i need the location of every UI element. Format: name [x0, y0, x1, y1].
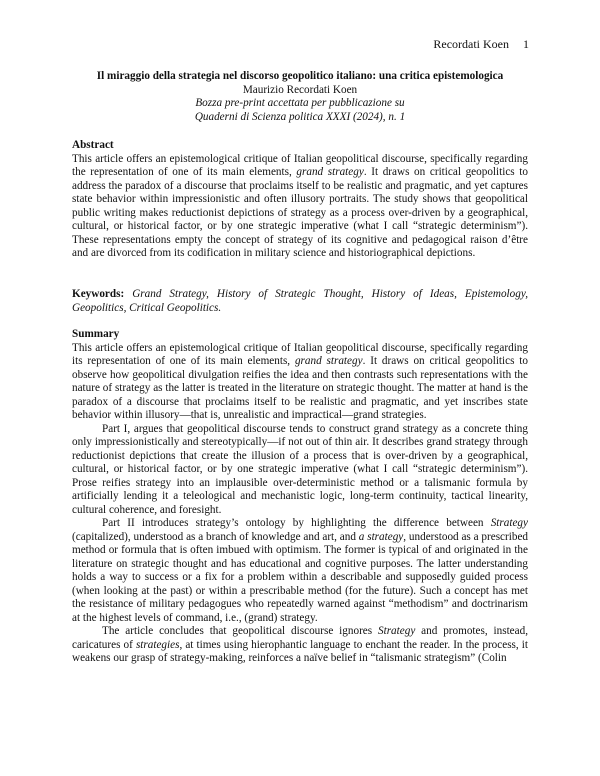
paper-author: Maurizio Recordati Koen: [242, 83, 358, 96]
keywords-list: Grand Strategy, History of Strategic Thought, History of Ideas, Epistemology, Geopolitics, Critical Geopolitics.: [72, 288, 528, 314]
title-block: [72, 70, 528, 124]
keywords-line: [72, 288, 528, 315]
summary-emphasis: grand strategy: [294, 355, 363, 367]
summary-text-part: (capitalized), understood as a branch of knowledge and art, and: [72, 530, 359, 543]
page-number: 1: [523, 37, 529, 51]
summary-text-part: The article concludes that geopolitical discourse ignores: [102, 625, 378, 637]
publication-note-line-1: Bozza pre-print accettata per pubblicazione su: [195, 97, 405, 109]
summary-paragraph-3: [72, 517, 528, 625]
abstract-text-part: This article offers an epistemological critique of Italian geopolitical discourse, specifically regarding the representation of one of its main elements,: [72, 152, 528, 178]
running-header-author: Recordati Koen: [433, 37, 509, 51]
summary-paragraph-4: [72, 625, 528, 666]
keywords-section: [72, 288, 528, 315]
abstract-emphasis: grand strategy: [296, 166, 364, 178]
summary-text-part: . It draws on critical geopolitics to observe how geopolitical divulgation reifies the idea and then contrasts such representations with the nature of strategy as the latter is treated in the literature on strategic thought. The matter at hand is the paradox of a discourse that proclaims itself to be realistic and pragmatic, and yet inscribes state behavior within illusory—that is, unrealistic and impractical—grand strategies.: [72, 355, 529, 421]
summary-emphasis: strategies: [135, 638, 180, 651]
running-header: [433, 37, 529, 51]
abstract-heading: Abstract: [72, 139, 114, 151]
summary-text-part: Part II introduces strategy’s ontology by highlighting the difference between: [102, 517, 491, 529]
summary-text-part: , at times using hierophantic language to enchant the reader. In the process, it weakens our grasp of strategy-making, reinforces a naïve belief in “talismanic strategism” (Colin: [72, 638, 528, 664]
summary-section: [72, 328, 528, 666]
summary-emphasis: Strategy: [490, 517, 528, 529]
summary-text-part: This article offers an epistemological critique of Italian geopolitical discourse, specifically regarding its representation of one of its main elements,: [72, 341, 528, 367]
abstract-section: [72, 139, 528, 261]
summary-emphasis: a strategy: [358, 530, 404, 543]
publication-note-line-2: Quaderni di Scienza politica XXXI (2024), n. 1: [194, 110, 406, 123]
summary-emphasis: Strategy: [378, 625, 416, 637]
abstract-text: [72, 153, 528, 261]
summary-paragraph-2: Part I, argues that geopolitical discourse tends to construct grand strategy as a concrete thing only impressionistically and stereotypically—if not out of thin air. It describes grand strategy through reductionist depictions that create the illusion of a process that is over-driven by a geographical, cultural, or historical factor, or by one strategic imperative (what I call “strategic determinism”). Prose reifies strategy into an implausible over-deterministic method or a talismanic formula by artificially lending it a teleological and mechanistic logic, long-term continuity, tactical linearity, cultural coherence, and foresight.: [72, 422, 528, 516]
summary-text-part: , understood as a prescribed method or formula that is often imbued with optimism. The former is typical of and originated in the literature on strategic thought and has educational and cognitive purposes. The latter understanding holds a way to success or a fix for a problem within a describable and supposedly guided process (when looking at the past) or within a prescribable method (for the future). Such a concept has met the resistance of military pedagogues who repeatedly warned against “methodism” and doctrinarism at the highest levels of command, i.e., (grand) strategy.: [72, 530, 529, 624]
summary-text-part: and promotes, instead, caricatures of: [72, 625, 528, 651]
keywords-label: Keywords:: [72, 288, 125, 300]
paper-title: Il miraggio della strategia nel discorso geopolitico italiano: una critica epistemologica: [96, 70, 504, 82]
summary-heading: Summary: [72, 328, 120, 340]
abstract-text-part: . It draws on critical geopolitics to address the paradox of a discourse that proclaims itself to be realistic and pragmatic, and yet captures state behavior within impressionistic and often illusory portraits. The study shows that geopolitical public writing makes reductionist depictions of strategy as a process over-driven by a geographical, cultural, or historical factor, or by one strategic imperative (what I call “strategic determinism”). These representations empty the concept of strategy of its cognitive and pedagogical raison d’être and are divorced from its codification in military science and historiographical depictions.: [72, 166, 528, 259]
summary-paragraph-1: [72, 342, 528, 423]
